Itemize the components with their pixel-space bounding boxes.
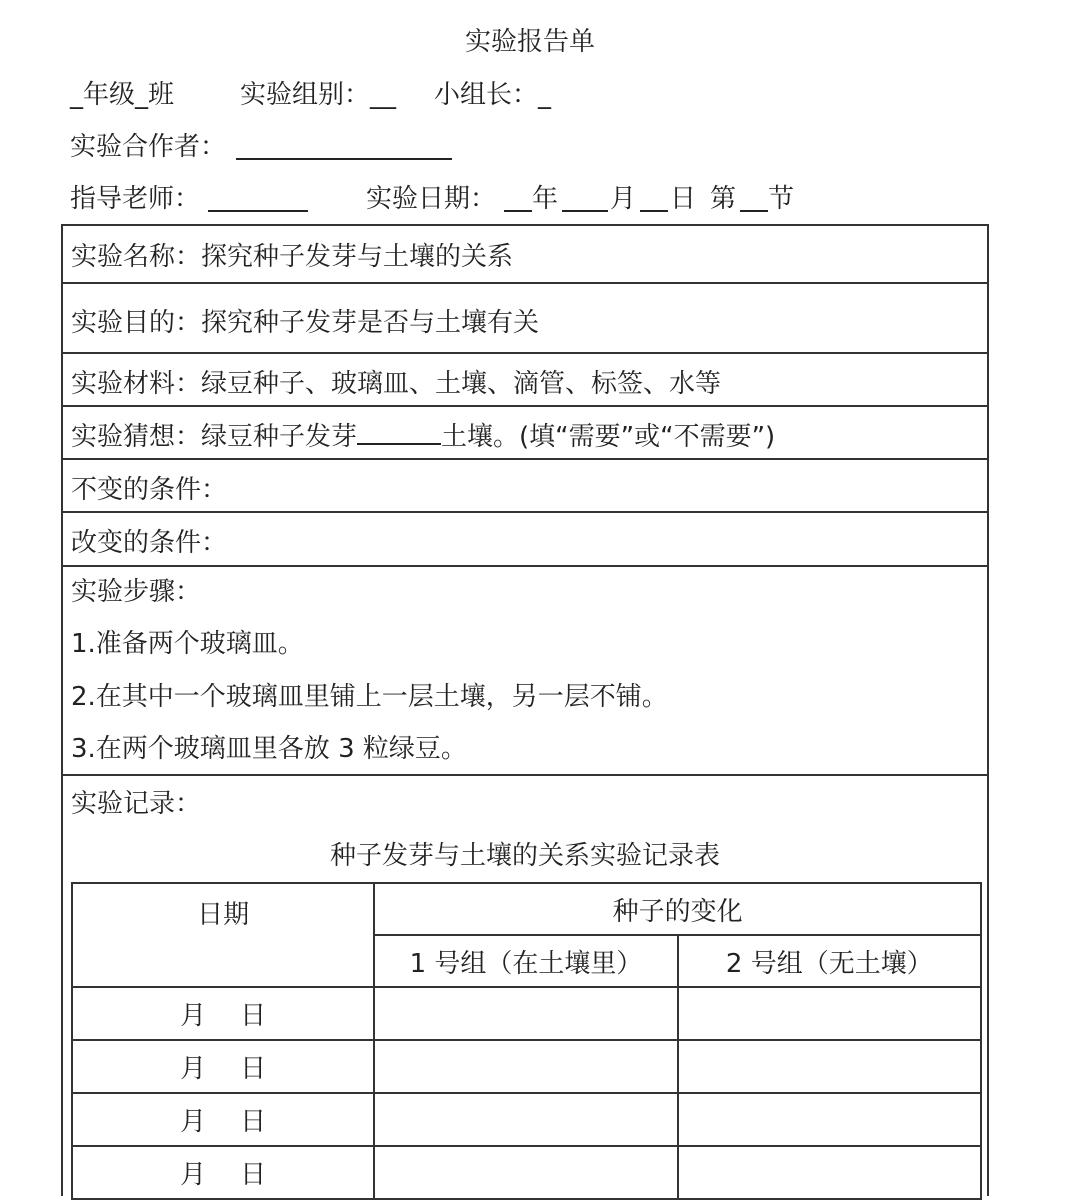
row-experiment-purpose	[63, 284, 987, 354]
group2-cell[interactable]	[678, 1093, 981, 1146]
table-row	[72, 987, 981, 1040]
date-cell[interactable]	[72, 1146, 374, 1199]
day-label: 日	[240, 1107, 267, 1137]
day-label: 日	[240, 1001, 267, 1031]
hypothesis-blank[interactable]	[357, 423, 441, 445]
step-item: 2.在其中一个玻璃皿里铺上一层土壤，另一层不铺。	[71, 682, 668, 712]
date-year-blank[interactable]	[504, 188, 532, 212]
table-row	[72, 1093, 981, 1146]
step-item: 3.在两个玻璃皿里各放 3 粒绿豆。	[71, 734, 467, 764]
month-label: 月	[180, 1107, 207, 1137]
row-experiment-materials	[63, 354, 987, 407]
date-month-blank[interactable]	[562, 188, 608, 212]
month-label: 月	[180, 1054, 207, 1084]
group2-cell[interactable]	[678, 1040, 981, 1093]
group1-cell[interactable]	[374, 987, 677, 1040]
teacher-blank[interactable]	[208, 188, 308, 212]
date-year-label: 年	[532, 184, 559, 214]
record-table	[71, 882, 982, 1200]
day-label: 日	[240, 1054, 267, 1084]
date-day-blank[interactable]	[640, 188, 668, 212]
changed-conditions-label: 改变的条件：	[71, 528, 228, 558]
constant-conditions-label: 不变的条件：	[71, 475, 228, 505]
steps-label: 实验步骤：	[71, 577, 202, 607]
group1-cell[interactable]	[374, 1093, 677, 1146]
row-experiment-hypothesis	[63, 407, 987, 460]
report-title: 实验报告单	[464, 27, 595, 57]
row-changed-conditions[interactable]	[63, 513, 987, 567]
leader-field[interactable]: 小组长：_	[434, 80, 552, 110]
row-experiment-steps	[63, 567, 987, 776]
group-field[interactable]: 实验组别：__	[240, 80, 397, 110]
period-blank[interactable]	[740, 188, 768, 212]
teacher-label: 指导老师：	[70, 184, 201, 214]
experiment-materials-text: 实验材料：绿豆种子、玻璃皿、土壤、滴管、标签、水等	[71, 369, 722, 399]
date-cell[interactable]	[72, 1040, 374, 1093]
col-header-group2: 2 号组（无土壤）	[678, 935, 981, 987]
date-label: 实验日期：	[366, 184, 497, 214]
table-row	[72, 1146, 981, 1199]
record-label: 实验记录：	[71, 789, 202, 819]
period-prefix: 第	[710, 184, 737, 214]
month-label: 月	[180, 1001, 207, 1031]
step-item: 1.准备两个玻璃皿。	[71, 629, 304, 659]
collaborators-label: 实验合作者：	[70, 132, 227, 162]
record-table-caption: 种子发芽与土壤的关系实验记录表	[329, 841, 720, 871]
row-constant-conditions[interactable]	[63, 460, 987, 513]
day-label: 日	[240, 1160, 267, 1190]
hypothesis-prefix: 实验猜想：绿豆种子发芽	[71, 422, 358, 452]
collaborators-blank[interactable]	[236, 136, 452, 160]
experiment-purpose-text: 实验目的：探究种子发芽是否与土壤有关	[71, 308, 540, 338]
date-cell[interactable]	[72, 987, 374, 1040]
grade-class-field[interactable]: _年级_班	[70, 80, 175, 110]
row-experiment-record	[63, 776, 987, 1196]
col-header-group1: 1 号组（在土壤里）	[374, 935, 677, 987]
group1-cell[interactable]	[374, 1040, 677, 1093]
date-day-label: 日	[670, 184, 697, 214]
report-table	[61, 224, 989, 1196]
experiment-name-text: 实验名称：探究种子发芽与土壤的关系	[71, 242, 514, 272]
row-experiment-name	[63, 226, 987, 284]
month-label: 月	[180, 1160, 207, 1190]
col-header-date: 日期	[72, 883, 374, 987]
group2-cell[interactable]	[678, 987, 981, 1040]
table-row	[72, 1040, 981, 1093]
hypothesis-suffix: 土壤。(填“需要”或“不需要”)	[441, 422, 776, 452]
date-month-label: 月	[610, 184, 637, 214]
hypothesis-line	[71, 416, 775, 453]
period-suffix: 节	[768, 184, 795, 214]
date-cell[interactable]	[72, 1093, 374, 1146]
col-header-seed-change: 种子的变化	[374, 883, 981, 935]
group2-cell[interactable]	[678, 1146, 981, 1199]
group1-cell[interactable]	[374, 1146, 677, 1199]
